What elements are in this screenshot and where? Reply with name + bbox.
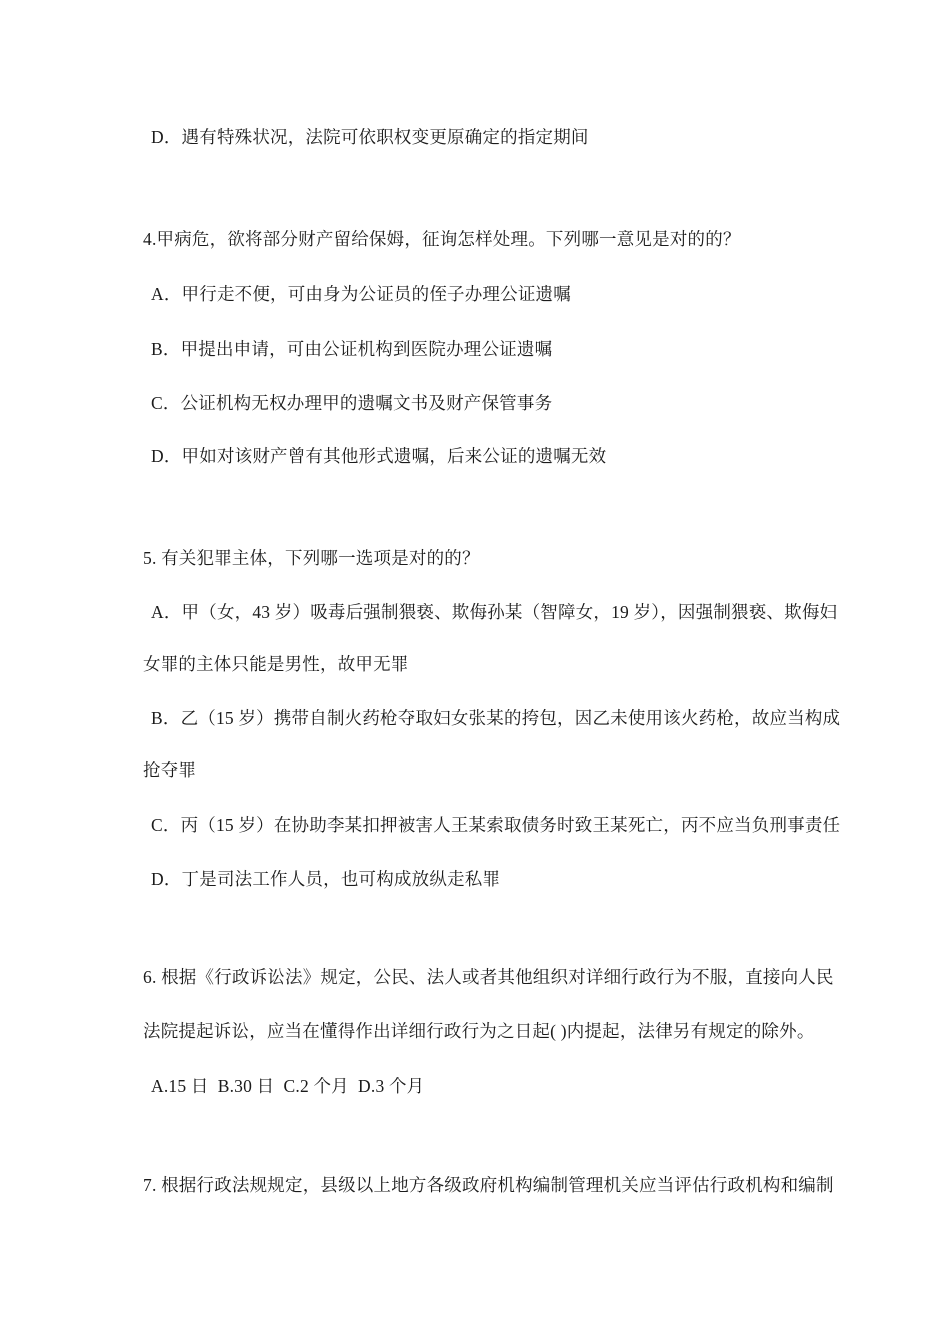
- question-6-stem-line-1: 6. 根据《行政诉讼法》规定，公民、法人或者其他组织对详细行政行为不服，直接向人民: [143, 967, 834, 987]
- question-5-option-b-line-1: B．乙（15 岁）携带自制火药枪夺取妇女张某的挎包，因乙未使用该火药枪，故应当构成: [151, 708, 841, 728]
- question-5-option-a-line-1: A．甲（女，43 岁）吸毒后强制猥亵、欺侮孙某（智障女，19 岁），因强制猥亵、欺侮妇: [151, 602, 838, 622]
- question-5-option-d: D．丁是司法工作人员，也可构成放纵走私罪: [151, 869, 501, 889]
- question-7-stem: 7. 根据行政法规规定，县级以上地方各级政府机构编制管理机关应当评估行政机构和编制: [143, 1175, 834, 1195]
- question-4-stem: 4.甲病危，欲将部分财产留给保姆，征询怎样处理。下列哪一意见是对的的？: [143, 229, 741, 249]
- question-5-option-b-line-2: 抢夺罪: [143, 760, 197, 780]
- question-5-option-a-line-2: 女罪的主体只能是男性，故甲无罪: [143, 654, 409, 674]
- question-4-option-c: C．公证机构无权办理甲的遗嘱文书及财产保管事务: [151, 393, 553, 413]
- question-3-option-d: D．遇有特殊状况，法院可依职权变更原确定的指定期间: [151, 127, 589, 147]
- question-4-option-a: A．甲行走不便，可由身为公证员的侄子办理公证遗嘱: [151, 284, 571, 304]
- question-6-options: A.15 日 B.30 日 C.2 个月 D.3 个月: [151, 1076, 425, 1096]
- question-6-stem-line-2: 法院提起诉讼，应当在懂得作出详细行政行为之日起( )内提起，法律另有规定的除外。: [143, 1021, 815, 1041]
- question-5-stem: 5. 有关犯罪主体，下列哪一选项是对的的？: [143, 548, 480, 568]
- question-4-option-b: B．甲提出申请，可由公证机构到医院办理公证遗嘱: [151, 339, 553, 359]
- question-4-option-d: D．甲如对该财产曾有其他形式遗嘱，后来公证的遗嘱无效: [151, 446, 607, 466]
- question-5-option-c: C．丙（15 岁）在协助李某扣押被害人王某索取债务时致王某死亡，丙不应当负刑事责任: [151, 815, 841, 835]
